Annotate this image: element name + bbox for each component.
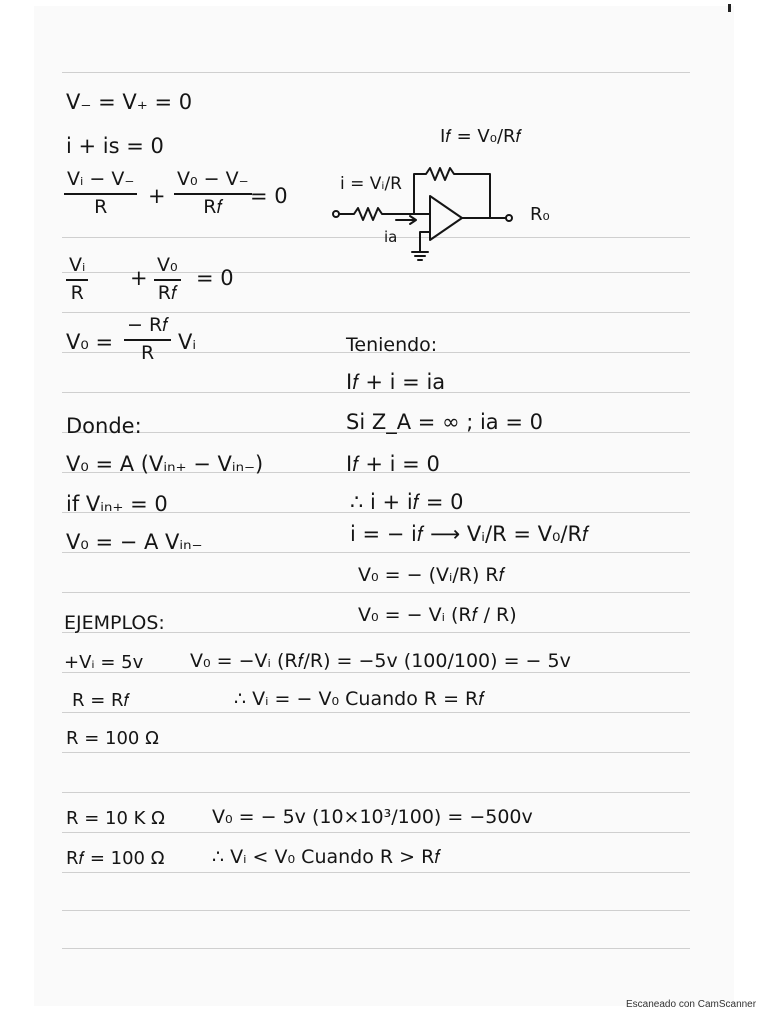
example-2-result: V₀ = − 5v (10×10³/100) = −500v [212,806,533,828]
kcl-node: I𝑓 + i = ia [346,370,446,394]
fraction-bar [66,279,88,281]
equals-zero: = 0 [250,184,288,208]
heading-donde: Donde: [66,414,142,438]
fraction-denominator: R𝑓 [157,281,177,304]
output-label: R₀ [530,204,550,225]
equation-virtual-ground: V₋ = V₊ = 0 [66,90,193,114]
example-r-equals-rf: R = R𝑓 [72,690,130,711]
fraction-denominator: R [70,281,84,304]
inverting-amplifier-schematic [330,160,540,270]
therefore-sum: ∴ i + i𝑓 = 0 [350,490,464,514]
equals-zero: = 0 [196,266,234,290]
fraction-denominator: R [140,341,155,364]
example-r-10k: R = 10 K Ω [66,808,165,829]
page-corner-mark [728,4,731,12]
heading-teniendo: Teniendo: [346,334,438,356]
kcl-zero: I𝑓 + i = 0 [346,452,440,476]
fraction-vi-minus [64,170,137,218]
fraction-numerator: V₀ [157,254,178,276]
heading-ejemplos: EJEMPLOS: [64,612,165,634]
vo-lhs: V₀ = [66,330,114,354]
equation-result: V₀ = − A Vᵢₙ₋ [66,530,203,554]
vo-final: V₀ = − Vᵢ (R𝑓 / R) [358,604,517,626]
fraction-gain [124,316,171,364]
vo-derivation: V₀ = − (Vᵢ/R) R𝑓 [358,564,505,586]
ia-label: ia [384,228,398,246]
plus-sign: + [148,184,166,208]
vo-rhs: Vᵢ [178,330,197,354]
equation-current-sum: i + is = 0 [66,134,164,158]
fraction-numerator: Vᵢ − V₋ [67,168,135,190]
input-current-formula: i = Vᵢ/R [340,174,402,194]
current-relation: i = − i𝑓 ⟶ Vᵢ/R = V₀/R𝑓 [350,522,589,546]
example-rf-100: R𝑓 = 100 Ω [66,848,165,869]
plus-sign: + [130,266,148,290]
example-input: +Vᵢ = 5v [64,652,144,673]
fraction-bar [174,193,252,195]
equation-open-loop: V₀ = A (Vᵢₙ₊ − Vᵢₙ₋) [66,452,264,476]
equation-condition: if Vᵢₙ₊ = 0 [66,492,168,516]
fraction-bar [154,279,181,281]
fraction-bar [64,193,137,195]
feedback-current-formula: I𝑓 = V₀/R𝑓 [440,126,522,147]
ideal-impedance: Si Z_A = ∞ ; ia = 0 [346,410,543,434]
fraction-denominator: R𝑓 [203,195,223,218]
fraction-vi-r [66,256,88,304]
example-1-result: V₀ = −Vᵢ (R𝑓/R) = −5v (100/100) = − 5v [190,650,571,672]
fraction-numerator: Vᵢ [69,254,86,276]
fraction-bar [124,339,171,341]
fraction-numerator: − R𝑓 [127,314,169,336]
fraction-numerator: V₀ − V₋ [177,168,249,190]
example-2-conclusion: ∴ Vᵢ < V₀ Cuando R > R𝑓 [212,846,441,868]
example-r-100: R = 100 Ω [66,728,159,749]
scanner-watermark: Escaneado con CamScanner [626,999,757,1010]
fraction-denominator: R [94,195,108,218]
fraction-vo-rf [154,256,181,304]
example-1-conclusion: ∴ Vᵢ = − V₀ Cuando R = R𝑓 [234,688,485,710]
fraction-vo-minus [174,170,252,218]
